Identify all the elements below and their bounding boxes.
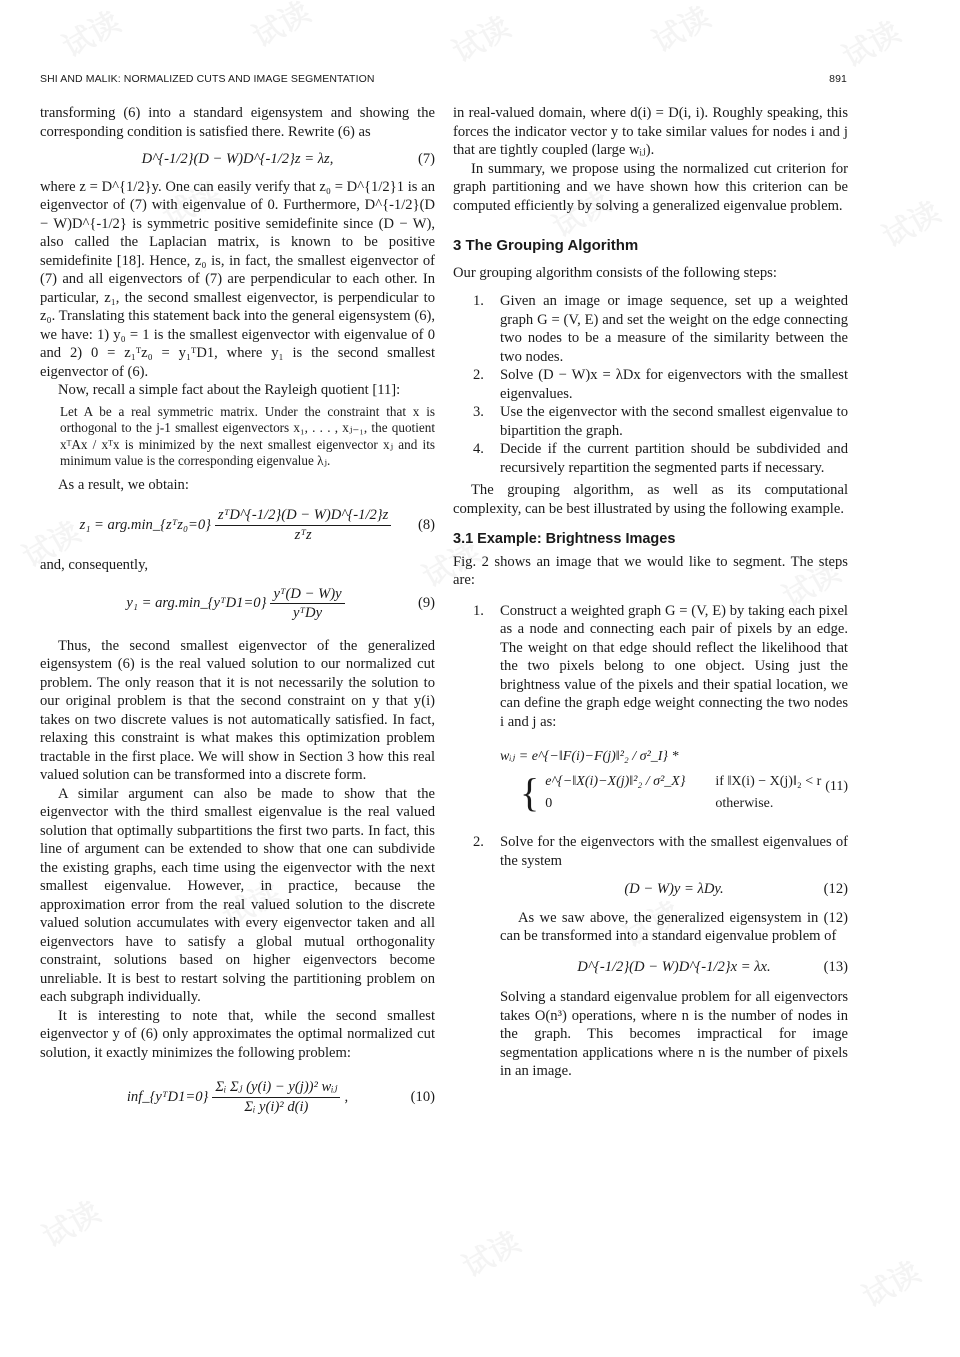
paragraph: The grouping algorithm, as well as its computational complexity, can be best illustrated by using the following example. [453,482,848,517]
equation-number: (8) [417,516,435,533]
paragraph: It is interesting to note that, while the second smallest eigenvector y of (6) only approximates the optimal normalized cut solution, it exactly minimizes the following problem: [40,1007,435,1061]
equation-lhs: wᵢⱼ = e^{−‖F(i)−F(j)‖²₂ / σ²_I} * [500,749,679,764]
numerator: zᵀD^{-1/2}(D − W)D^{-1/2}z [215,506,391,526]
list-item: 1. Given an image or image sequence, set up a weighted graph G = (V, E) and set the weight on the edge connecting two nodes to be a measure of the similarity between the two nodes. [473,293,848,365]
example-steps [453,602,848,732]
fraction [212,1078,340,1116]
watermark-text [853,1248,927,1316]
page-number: 891 [829,73,847,85]
equation-body: (D − W)y = λDy. [624,881,724,897]
right-column [453,104,848,1081]
case-value: 0 [545,796,553,811]
case-condition: if ‖X(i) − X(j)‖₂ < r [715,774,822,789]
list-item: 1. Construct a weighted graph G = (V, E) by taking each pixel as a node and connecting each pair of pixels by an edge. The weight on that edge should reflect the likelihood that the two pixels belong to one object. Using just the brightness value of the pixels and their spatial location, we can define the graph edge weight connecting the two nodes i and j as: [473,602,848,730]
list-item: 2. Solve (D − W)x = λDx for eigenvectors with the smallest eigenvalues. [473,367,848,402]
equation-lhs: y₁ = arg.min_{yᵀD1=0} [126,595,267,612]
watermark-text [833,8,907,76]
theorem-block: Let A be a real symmetric matrix. Under the constraint that x is orthogonal to the j-1 smallest eigenvectors x₁, . . . , xⱼ₋₁, the quotient xᵀAx / xᵀx is minimized by the next smallest eigenvector xⱼ and its minimum value is the corresponding eigenvalue λⱼ. [60,403,435,468]
equation-12 [500,880,848,899]
equation-lhs: inf_{yᵀD1=0} [126,1088,209,1105]
paragraph: Our grouping algorithm consists of the following steps: [453,264,777,281]
watermark-text [643,0,717,61]
equation-number: (9) [417,595,435,612]
equation-9 [40,585,435,623]
watermark-text [873,188,947,256]
equation-body: D^{-1/2}(D − W)D^{-1/2}z = λz, [141,151,334,167]
brace: { [520,770,540,815]
paragraph: In summary, we propose using the normalized cut criterion for graph partitioning and we have shown how this criterion can be computed efficiently by solving a generalized eigenvalue problem. [453,160,848,214]
watermark-text [33,1188,107,1256]
numerator: Σᵢ Σⱼ (y(i) − y(j))² wᵢⱼ [212,1078,340,1098]
watermark-text [243,0,317,56]
paragraph: A similar argument can also be made to show that the eigenvector with the third smallest eigenvalue is the real valued solution that optimally subpartitions the first two parts. In fact, this line of argument can be extended to show that one can subdivide the existing graphs, each time using the eigenvector with the next smallest eigenvalue. However, in practice, because the approximation error from the real valued solution to the discrete valued solution accumulates with every eigenvector taken and all eigenvectors have to satisfy a global mutual orthogonality constraint, solutions based on higher eigenvectors become unreliable. It is best to restart solving the partitioning problem on each subgraph individually. [40,785,435,1005]
equation-number: (7) [417,151,435,167]
list-item: 3. Use the eigenvector with the second smallest eigenvalue to bipartition the graph. [473,404,848,439]
cases-grid [545,771,821,815]
list-item: 4. Decide if the current partition should be subdivided and recursively repartition the segmented parts if necessary. [473,441,848,476]
denominator: yᵀDy [292,605,323,621]
paragraph: in real-valued domain, where d(i) = D(i, i). Roughly speaking, this forces the indicator vector y to take similar values for nodes i and j that are tightly coupled (large wᵢⱼ). [453,105,848,158]
case-condition: otherwise. [715,796,774,811]
list-item: 2. Solve for the eigenvectors with the smallest eigenvalues of the system [473,834,848,869]
denominator: Σᵢ y(i)² d(i) [244,1098,309,1115]
equation-tail: , [344,1088,349,1105]
equation-number: (10) [410,1088,435,1105]
paragraph: transforming (6) into a standard eigensystem and showing the corresponding condition is satisfied there. Rewrite (6) as [40,105,435,140]
paragraph: where z = D^{1/2}y. One can easily verify that z₀ = D^{1/2}1 is an eigenvector of (7) with eigenvalue of 0. Furthermore, D^{-1/2}(D − W)D^{-1/2} is symmetric positive semidefinite since (D − W), also called the Laplacian matrix, is known to be positive semidefinite [18]. Hence, z₀ is, in fact, the smallest eigenvector of (7) and all eigenvectors of (7) are perpendicular to each other. In particular, z₁, the second smallest eigenvector, is perpendicular to z₀. Translating this statement back into the general eigensystem (6), we have: 1) y₀ = 1 is the smallest eigenvector with eigenvalue of 0 and 2) 0 = z₁ᵀz₀ = y₁ᵀD1, where y₁ is the second smallest eigenvector of (6). [40,178,435,380]
equation-number: (13) [823,958,848,975]
fraction [270,585,344,623]
paragraph: Thus, the second smallest eigenvector of the generalized eigensystem (6) is the real valued solution to our normalized cut problem. The only reason that it is not necessarily the solution to our original problem is that the second constraint on y that y(i) takes on two discrete values is not automatically satisfied. In fact, relaxing this constraint is what makes this optimization problem tractable in the first place. We will show in Section 3 how this real valued solution can be transformed into a discrete form. [40,637,435,783]
watermark-text [53,0,127,66]
running-header [40,73,847,85]
equation-13 [500,958,848,977]
paragraph: Fig. 2 shows an image that we would like to segment. The steps are: [453,553,848,588]
equation-lhs: z₁ = arg.min_{zᵀz₀=0} [79,516,212,533]
equation-number: (11) [825,779,848,794]
paragraph: and, consequently, [40,557,149,573]
equation-body: D^{-1/2}(D − W)D^{-1/2}x = λx. [577,958,771,975]
piecewise-cases [520,771,848,815]
paragraph: As a result, we obtain: [58,476,189,493]
paragraph: Now, recall a simple fact about the Rayleigh quotient [11]: [58,382,401,398]
numerator: yᵀ(D − W)y [270,585,344,605]
equation-number: (12) [823,881,848,897]
paragraph: As we saw above, the generalized eigensystem in (12) can be transformed into a standard eigenvalue problem of [500,909,848,944]
paragraph: Solving a standard eigenvalue problem for all eigenvectors takes O(n³) operations, where n is the number of nodes in the graph. This becomes impractical for image segmentation applications where n is the number of pixels in an image. [500,989,848,1079]
algorithm-steps [453,292,848,477]
watermark-text [443,3,517,71]
example-steps-continued [453,833,848,870]
equation-11 [500,747,848,815]
equation-10 [40,1078,435,1116]
subsection-heading: 3.1 Example: Brightness Images [453,531,676,547]
running-title: SHI AND MALIK: NORMALIZED CUTS AND IMAGE SEGMENTATION [40,73,375,85]
equation-7 [40,150,435,169]
left-column [40,104,435,1116]
denominator: zᵀz [294,526,312,543]
watermark-text [453,1218,527,1286]
equation-8 [40,506,435,544]
section-heading: 3 The Grouping Algorithm [453,237,639,254]
fraction [215,506,391,544]
case-value: e^{−‖X(i)−X(j)‖²₂ / σ²_X} [545,774,686,789]
